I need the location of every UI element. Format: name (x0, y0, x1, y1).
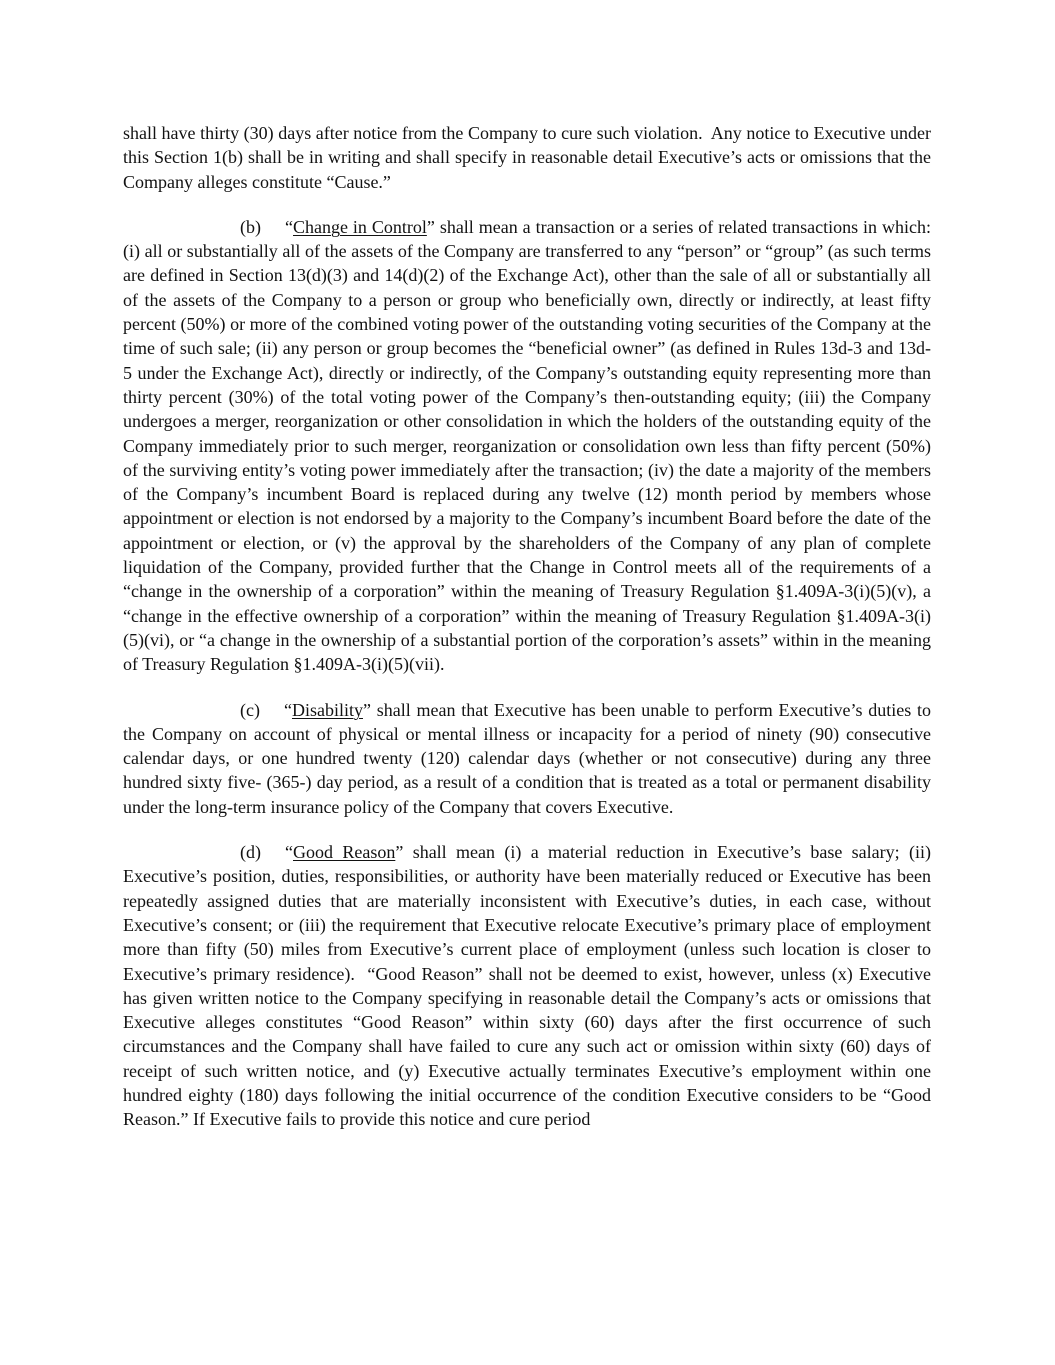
open-quote: “ (285, 842, 293, 863)
definition-paragraph-disability (123, 698, 931, 819)
defined-term-disability: Disability (291, 699, 363, 720)
close-quote: ” (426, 216, 435, 237)
paragraph-label-b: (b) (240, 216, 261, 237)
document-content (123, 121, 931, 1132)
paragraph-body-text: shall mean (i) a material reduction in Executive’s base salary; (ii) Executive’s position, duties, responsibilities, or authority have been materially reduced or Executive has been repeatedly assigned duties that are materially inconsistent with Executive’s duties, in each case, without Executive’s consent; or (iii) the requirement that Executive relocate Executive’s primary place of employment more than fifty (50) miles from Executive’s current place of employment (unless such location is closer to Executive’s primary residence). “Good Reason” shall not be deemed to exist, however, unless (x) Executive has given written notice to the Company specifying in reasonable detail the Company’s acts or omissions that Executive alleges constitutes “Good Reason” within sixty (60) days after the first occurrence of such circumstances and the Company shall have failed to cure any such act or omission within sixty (60) days of receipt of such written notice, and (y) Executive actually terminates Executive’s employment within one hundred eighty (180) days following the initial occurrence of the condition Executive considers to be “Good Reason.” If Executive fails to provide this notice and cure period (123, 842, 931, 1130)
definition-paragraph-change-in-control (123, 215, 931, 677)
open-quote: “ (285, 216, 293, 237)
paragraph-cause-cure-notice: shall have thirty (30) days after notice from the Company to cure such violation. Any notice to Executive under this Section 1(b) shall be in writing and shall specify in reasonable detail Executive’s acts or omissions that the Company alleges constitute “Cause.” (123, 123, 931, 192)
defined-term-change-in-control: Change in Control (293, 216, 427, 237)
definition-paragraph-good-reason (123, 840, 931, 1132)
open-quote: “ (283, 699, 292, 720)
defined-term-good-reason: Good Reason (293, 842, 396, 863)
paragraph-body-text: shall mean a transaction or a series of related transactions in which: (i) all or substantially all of the assets of the Company are transferred to any “person” or “group” (as such terms are defined in Section 13(d)(3) and 14(d)(2) of the Exchange Act), other than the sale of all or substantially all of the assets of the Company to a person or group who beneficially own, directly or indirectly, at least fifty percent (50%) or more of the combined voting power of the outstanding voting securities of the Company at the time of such sale; (ii) any person or group becomes the “beneficial owner” (as defined in Rules 13d-3 and 13d-5 under the Exchange Act), directly or indirectly, of the Company’s outstanding equity representing more than thirty percent (30%) of the total voting power of the Company’s then-outstanding equity; (iii) the Company undergoes a merger, reorganization or other consolidation in which the holders of the outstanding equity of the Company immediately prior to such merger, reorganization or consolidation own less than fifty percent (50%) of the surviving entity’s voting power immediately after the transaction; (iv) the date a majority of the members of the Company’s incumbent Board is replaced during any twelve (12) month period by members whose appointment or election is not endorsed by a majority to the Company’s incumbent Board before the date of the appointment or election, or (v) the approval by the shareholders of the Company of any plan of complete liquidation of the Company, provided further that the Change in Control meets all of the requirements of a “change in the ownership of a corporation” within the meaning of Treasury Regulation §1.409A-3(i)(5)(v), a “change in the effective ownership of a corporation” within the meaning of Treasury Regulation §1.409A-3(i)(5)(vi), or “a change in the ownership of a substantial portion of the corporation’s assets” within in the meaning of Treasury Regulation §1.409A-3(i)(5)(vii). (123, 216, 931, 675)
paragraph-body-text: shall mean that Executive has been unable to perform Executive’s duties to the Company on account of physical or mental illness or incapacity for a period of ninety (90) consecutive calendar days, or one hundred twenty (120) calendar days (whether or not consecutive) during any three hundred sixty five- (365-) day period, as a result of a condition that is treated as a total or permanent disability under the long-term insurance policy of the Company that covers Executive. (123, 699, 931, 817)
paragraph-label-c: (c) (240, 699, 260, 720)
close-quote: ” (362, 699, 371, 720)
close-quote: ” (395, 842, 404, 863)
paragraph-label-d: (d) (240, 842, 261, 863)
